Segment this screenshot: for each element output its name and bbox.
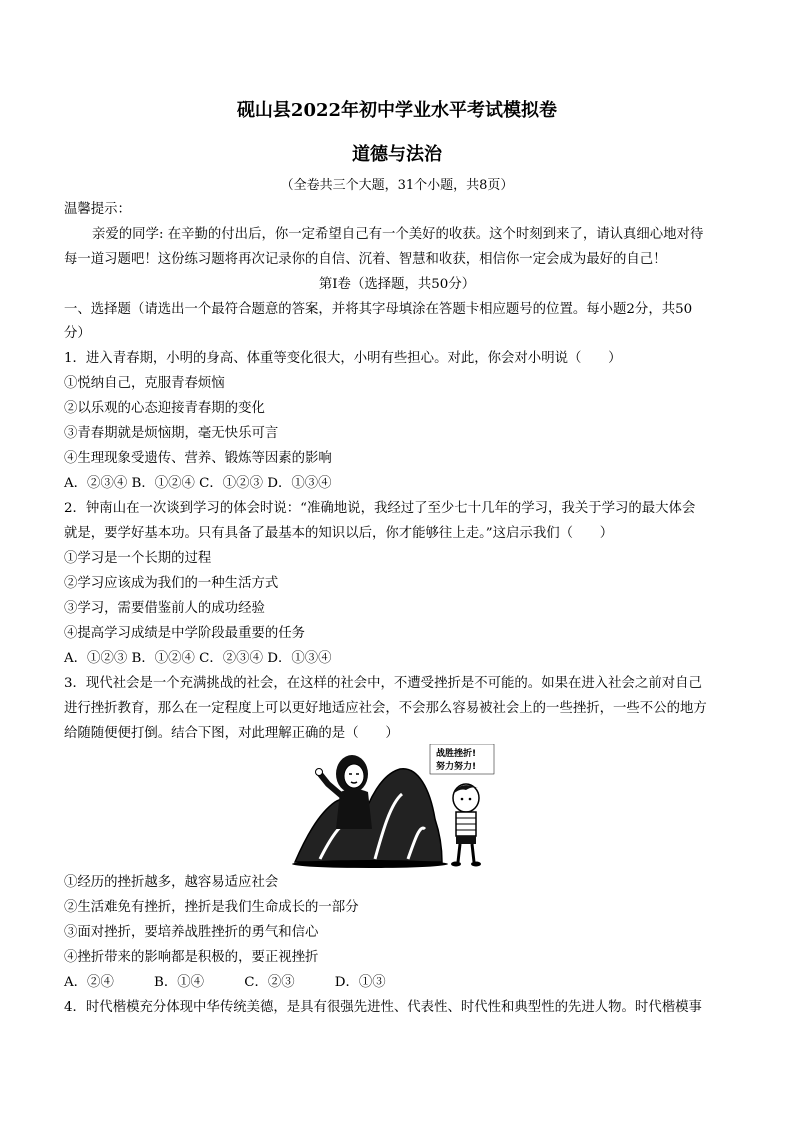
speech-line: 努力努力! <box>436 762 477 772</box>
section-instructions: 一、选择题（请选出一个最符合题意的答案，并将其字母填涂在答题卡相应题号的位置。每小题2分，共50 <box>64 302 693 317</box>
question-option: ③学习，需要借鉴前人的成功经验 <box>64 601 265 616</box>
question-stem: 1．进入青春期，小明的身高、体重等变化很大，小明有些担心。对此，你会对小明说（ ） <box>64 351 622 366</box>
exam-title: 砚山县2022年初中学业水平考试模拟卷 <box>236 100 558 121</box>
question-stem: 给随随便便打倒。结合下图，对此理解正确的是（ ） <box>64 726 399 741</box>
question-stem: 4．时代楷模充分体现中华传统美德，是具有很强先进性、代表性、时代性和典型性的先进人物。时代楷模事 <box>64 1000 702 1015</box>
boy-shorts <box>456 836 476 844</box>
question-option: ②学习应该成为我们的一种生活方式 <box>64 576 279 591</box>
question-option: ①学习是一个长期的过程 <box>64 551 212 566</box>
answer-choices: A．②④ B．①④ C．②③ D．①③ <box>64 975 386 990</box>
question-option: ④挫折带来的影响都是积极的，要正视挫折 <box>64 950 319 965</box>
subject-title: 道德与法治 <box>352 144 442 165</box>
volume-heading: 第Ⅰ卷（选择题，共50分） <box>318 277 476 292</box>
tips-label: 温馨提示： <box>64 202 131 217</box>
question-option: ③青春期就是烦恼期，毫无快乐可言 <box>64 426 279 441</box>
section-instructions: 分） <box>64 326 91 341</box>
question-option: ④提高学习成绩是中学阶段最重要的任务 <box>64 626 306 641</box>
question-option: ④生理现象受遗传、营养、锻炼等因素的影响 <box>64 451 332 466</box>
question-option: ①悦纳自己，克服青春烦恼 <box>64 376 225 391</box>
question-option: ②以乐观的心态迎接青春期的变化 <box>64 401 265 416</box>
exam-note: （全卷共三个大题，31个小题，共8页） <box>280 178 514 193</box>
question-stem: 就是，要学好基本功。只有具备了最基本的知识以后，你才能够往上走。”这启示我们（ ） <box>64 526 614 541</box>
speech-line: 战胜挫折! <box>436 749 477 759</box>
woman-face <box>344 764 364 788</box>
tips-line: 每一道习题吧！这份练习题将再次记录你的自信、沉着、智慧和收获，相信你一定会成为最好的自己！ <box>64 252 667 267</box>
tips-line: 亲爱的同学: 在辛勤的付出后，你一定希望自己有一个美好的收获。这个时刻到来了，请认真细心地对待 <box>92 227 704 242</box>
question-option: ②生活难免有挫折，挫折是我们生命成长的一部分 <box>64 900 359 915</box>
question-option: ①经历的挫折越多，越容易适应社会 <box>64 875 279 890</box>
question-stem: 2．钟南山在一次谈到学习的体会时说：“准确地说，我经过了至少七十几年的学习，我关于学习的最大体会 <box>64 501 696 516</box>
answer-choices: A．①②③ B．①②④ C．②③④ D．①③④ <box>64 651 332 666</box>
answer-choices: A．②③④ B．①②④ C．①②③ D．①③④ <box>64 476 332 491</box>
ground-shadow <box>292 860 448 868</box>
question-stem: 3．现代社会是一个充满挑战的社会，在这样的社会中，不遭受挫折是不可能的。如果在进入社会之前对自己 <box>64 676 702 691</box>
question-stem: 进行挫折教育，那么在一定程度上可以更好地适应社会，不会那么容易被社会上的一些挫折，一些不公的地方 <box>64 701 707 716</box>
cartoon-illustration <box>290 744 505 869</box>
question-option: ③面对挫折，要培养战胜挫折的勇气和信心 <box>64 925 319 940</box>
